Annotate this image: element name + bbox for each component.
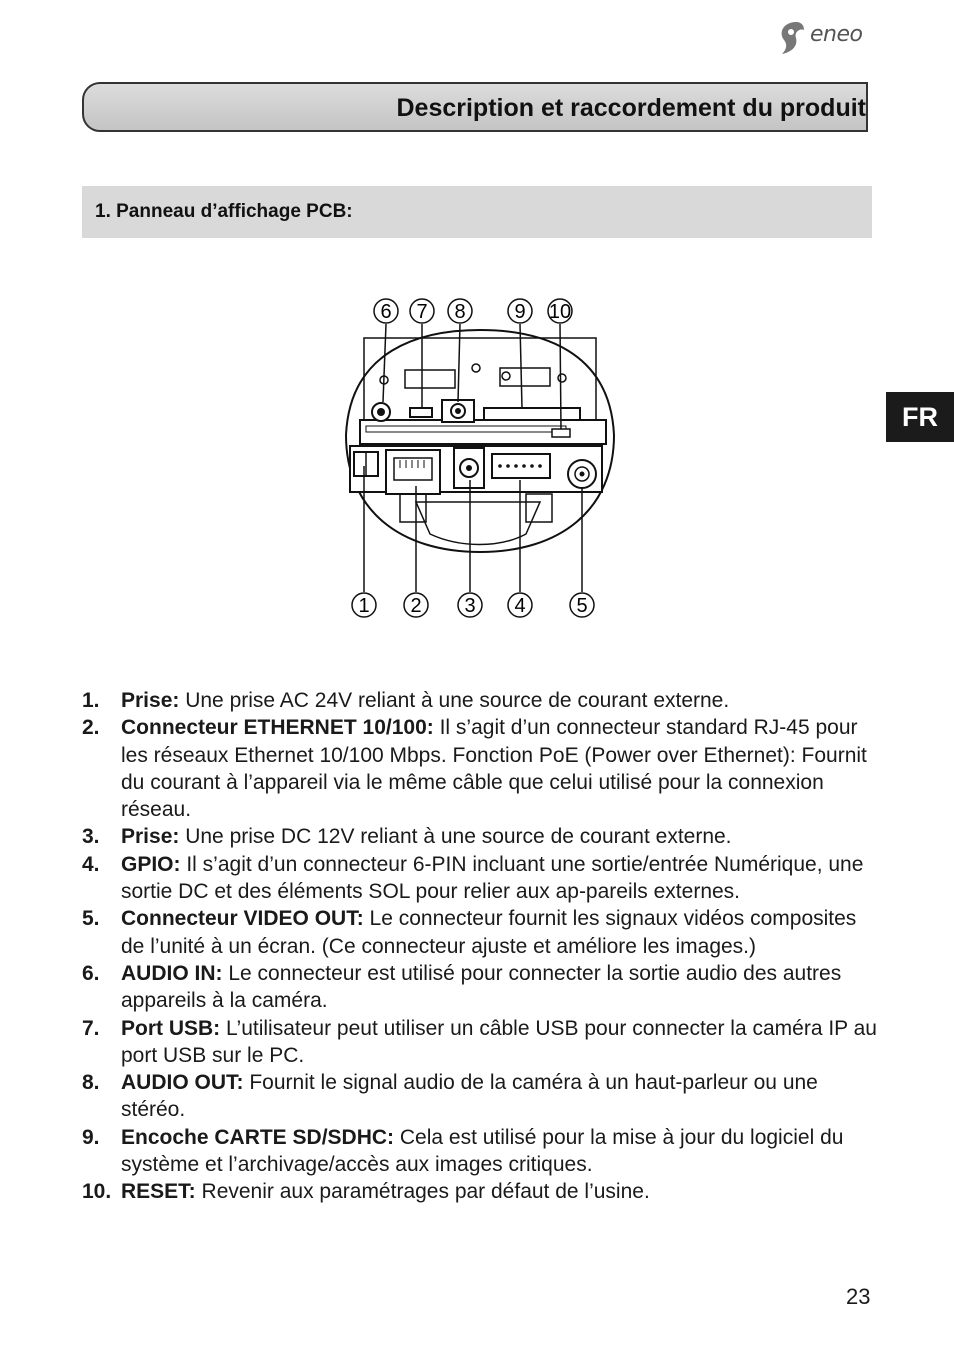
callout-label-1: 1 <box>358 595 370 617</box>
sd-card-slot <box>484 408 580 420</box>
section-title: 1. Panneau d’affichage PCB: <box>95 201 353 222</box>
item-term: Port USB: <box>121 1016 221 1040</box>
callout-5 <box>570 593 594 617</box>
item-text: Il s’agit d’un connecteur standard RJ-45 pour les réseaux Ethernet 10/100 Mbps. Fonction PoE (Power over Ethernet): Fournit du courant à l’appareil via le même câble que celui utilisé pour la connexion réseau. <box>121 716 867 822</box>
callout-label-6: 6 <box>380 301 392 323</box>
item-number: 3. <box>82 825 100 849</box>
list-item <box>82 687 882 714</box>
list-item <box>82 1015 882 1070</box>
item-term: Connecteur ETHERNET 10/100: <box>121 716 434 740</box>
item-text: Une prise DC 12V reliant à une source de courant externe. <box>179 825 732 849</box>
callout-3 <box>458 593 482 617</box>
item-text: Il s’agit d’un connecteur 6-PIN incluant une sortie/entrée Numérique, une sortie DC et des éléments SOL pour relier aux ap-pareils externes. <box>121 852 864 904</box>
item-number: 9. <box>82 1125 100 1149</box>
item-number: 2. <box>82 716 100 740</box>
item-term: AUDIO OUT: <box>121 1071 244 1095</box>
callout-9 <box>508 299 532 323</box>
callout-2 <box>404 593 428 617</box>
callout-4 <box>508 593 532 617</box>
item-term: Prise: <box>121 825 180 849</box>
slot-right <box>500 368 550 386</box>
item-text: Le connecteur fournit les signaux vidéos composites de l’unité à un écran. (Ce connecteur ajuste et améliore les images.) <box>121 907 857 958</box>
list-item <box>82 905 882 960</box>
item-text: Le connecteur est utilisé pour connecter la sortie audio des autres appareils à la caméra. <box>121 961 842 1013</box>
item-number: 7. <box>82 1016 100 1040</box>
callout-label-5: 5 <box>576 595 588 617</box>
list-item <box>82 1069 882 1124</box>
eneo-logo-icon <box>776 18 810 58</box>
list-item <box>82 823 882 850</box>
item-term: Encoche CARTE SD/SDHC: <box>121 1125 395 1149</box>
list-item <box>82 714 882 823</box>
callout-1 <box>352 593 376 617</box>
item-number: 8. <box>82 1071 100 1095</box>
language-tab: FR <box>886 392 954 442</box>
callout-label-4: 4 <box>514 595 526 617</box>
item-term: RESET: <box>121 1180 196 1204</box>
list-item <box>82 851 882 906</box>
item-term: GPIO: <box>121 852 181 876</box>
callout-label-3: 3 <box>464 595 476 617</box>
item-number: 5. <box>82 907 100 931</box>
logo-text: eneo <box>810 22 863 47</box>
callout-6 <box>374 299 398 323</box>
page-title: Description et raccordement du produit <box>396 94 866 122</box>
pcb-diagram <box>330 290 630 630</box>
callout-label-7: 7 <box>416 301 428 323</box>
callout-label-2: 2 <box>410 595 422 617</box>
header-bar <box>82 82 868 132</box>
callout-10 <box>548 299 572 323</box>
list-item <box>82 960 882 1015</box>
item-text: Revenir aux paramétrages par défaut de l’usine. <box>195 1180 650 1204</box>
item-number: 6. <box>82 961 100 985</box>
item-term: AUDIO IN: <box>121 961 223 985</box>
section-heading <box>82 186 872 238</box>
item-term: Prise: <box>121 689 180 712</box>
callout-label-8: 8 <box>454 301 466 323</box>
lens-mount <box>416 502 540 545</box>
item-number: 4. <box>82 852 100 876</box>
item-term: Connecteur VIDEO OUT: <box>121 907 364 931</box>
reset-switch <box>552 429 570 437</box>
list-item <box>82 1124 882 1179</box>
item-text: Fournit le signal audio de la caméra à un haut-parleur ou une stéréo. <box>121 1071 818 1122</box>
item-text: Une prise AC 24V reliant à une source de courant externe. <box>179 689 730 712</box>
callout-8 <box>448 299 472 323</box>
callout-label-9: 9 <box>514 301 526 323</box>
page-number: 23 <box>846 1284 871 1309</box>
callout-7 <box>410 299 434 323</box>
item-text: Cela est utilisé pour la mise à jour du logiciel du système et l’archivage/accès aux images critiques. <box>121 1125 844 1177</box>
item-number: 10. <box>82 1180 112 1204</box>
slot-left <box>405 370 455 388</box>
callout-label-10: 10 <box>548 301 572 323</box>
connector-description-list <box>82 687 882 1206</box>
list-item <box>82 1178 882 1205</box>
item-text: L’utilisateur peut utiliser un câble USB pour connecter la caméra IP au port USB sur le PC. <box>121 1016 877 1067</box>
item-number: 1. <box>82 689 100 712</box>
usb-port <box>410 408 432 417</box>
brand-logo <box>776 18 886 58</box>
